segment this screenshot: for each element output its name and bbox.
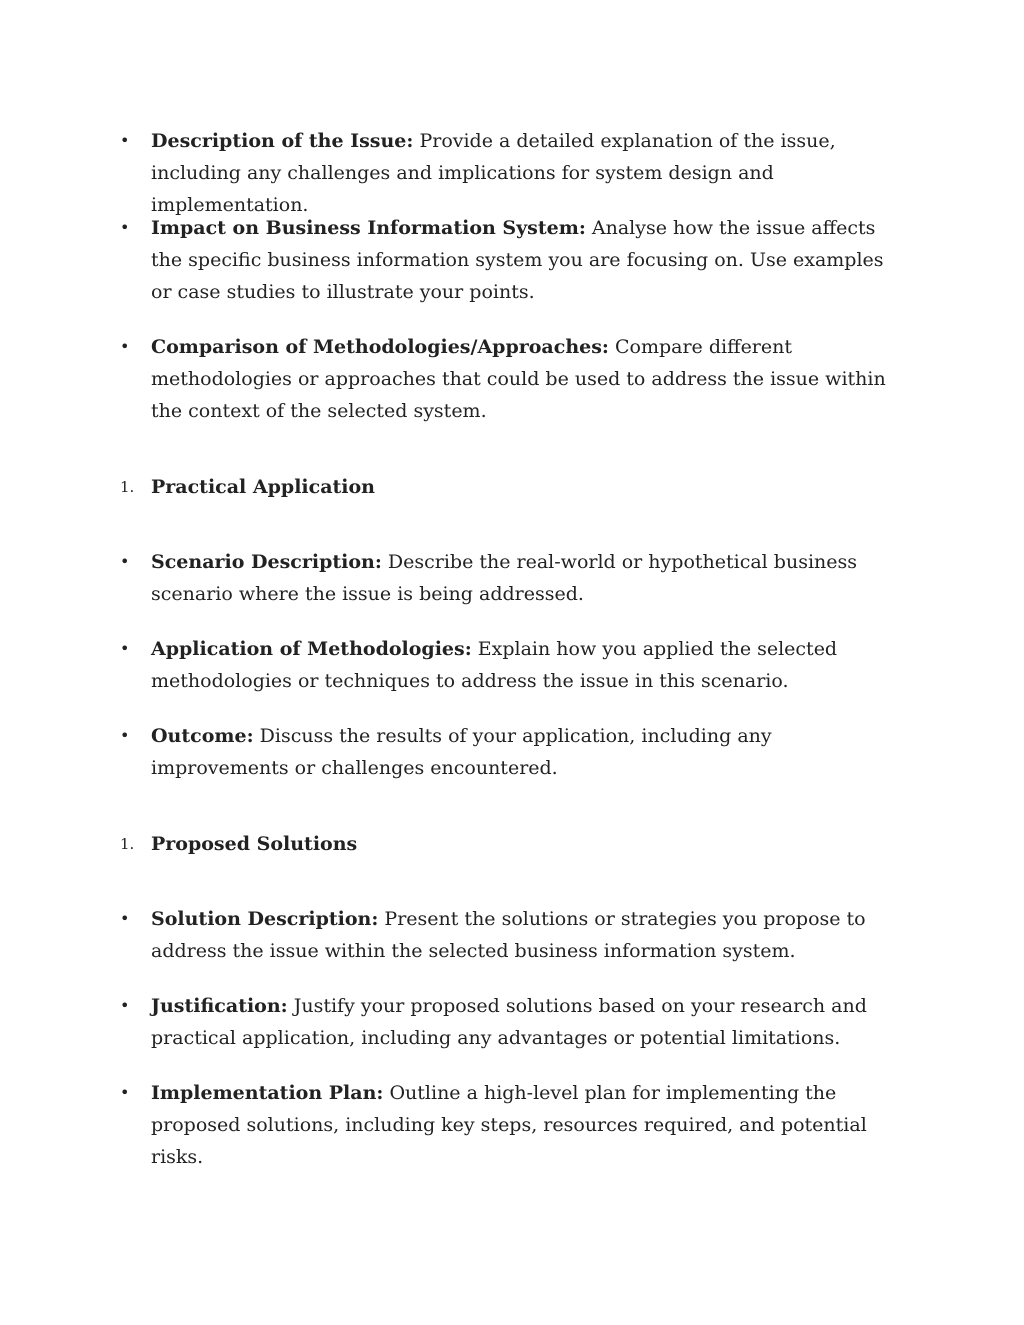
item-text: Present the solutions or strategies you propose to address the issue within the selected business information system. bbox=[151, 908, 866, 962]
list-item bbox=[151, 1077, 903, 1173]
section-heading: Proposed Solutions bbox=[151, 833, 358, 855]
heading-number: 1. bbox=[120, 835, 135, 853]
item-lead: Application of Methodologies: bbox=[151, 638, 472, 660]
bullet-marker: • bbox=[120, 218, 130, 237]
list-item bbox=[151, 331, 903, 427]
item-lead: Comparison of Methodologies/Approaches: bbox=[151, 336, 609, 358]
bullet-marker: • bbox=[120, 131, 130, 150]
item-lead: Impact on Business Information System: bbox=[151, 217, 586, 239]
list-item bbox=[151, 990, 903, 1054]
section-heading: Practical Application bbox=[151, 476, 375, 498]
item-text: Justify your proposed solutions based on your research and practical application, including any advantages or potential limitations. bbox=[151, 995, 867, 1049]
item-lead: Description of the Issue: bbox=[151, 130, 414, 152]
item-text: Discuss the results of your application, including any improvements or challenges encountered. bbox=[151, 725, 772, 779]
item-lead: Outcome: bbox=[151, 725, 254, 747]
bullet-marker: • bbox=[120, 909, 130, 928]
bullet-marker: • bbox=[120, 726, 130, 745]
list-item bbox=[151, 720, 903, 784]
item-text: Compare different methodologies or approaches that could be used to address the issue within the context of the selected system. bbox=[151, 336, 886, 422]
list-item bbox=[151, 546, 903, 610]
heading-number: 1. bbox=[120, 478, 135, 496]
item-lead: Justification: bbox=[151, 995, 288, 1017]
bullet-marker: • bbox=[120, 552, 130, 571]
item-lead: Scenario Description: bbox=[151, 551, 382, 573]
list-item bbox=[151, 125, 903, 221]
list-item bbox=[151, 212, 903, 308]
item-lead: Solution Description: bbox=[151, 908, 379, 930]
bullet-marker: • bbox=[120, 639, 130, 658]
list-item bbox=[151, 903, 903, 967]
bullet-marker: • bbox=[120, 337, 130, 356]
item-lead: Implementation Plan: bbox=[151, 1082, 384, 1104]
bullet-marker: • bbox=[120, 996, 130, 1015]
list-item bbox=[151, 633, 903, 697]
bullet-marker: • bbox=[120, 1083, 130, 1102]
item-text: Provide a detailed explanation of the issue, including any challenges and implications for system design and implementation. bbox=[151, 130, 836, 216]
item-text: Explain how you applied the selected methodologies or techniques to address the issue in this scenario. bbox=[151, 638, 838, 692]
item-text: Analyse how the issue affects the specific business information system you are focusing on. Use examples or case studies to illustrate your points. bbox=[151, 217, 884, 303]
item-text: Outline a high-level plan for implementing the proposed solutions, including key steps, resources required, and potential risks. bbox=[151, 1082, 867, 1168]
item-text: Describe the real-world or hypothetical business scenario where the issue is being addressed. bbox=[151, 551, 857, 605]
